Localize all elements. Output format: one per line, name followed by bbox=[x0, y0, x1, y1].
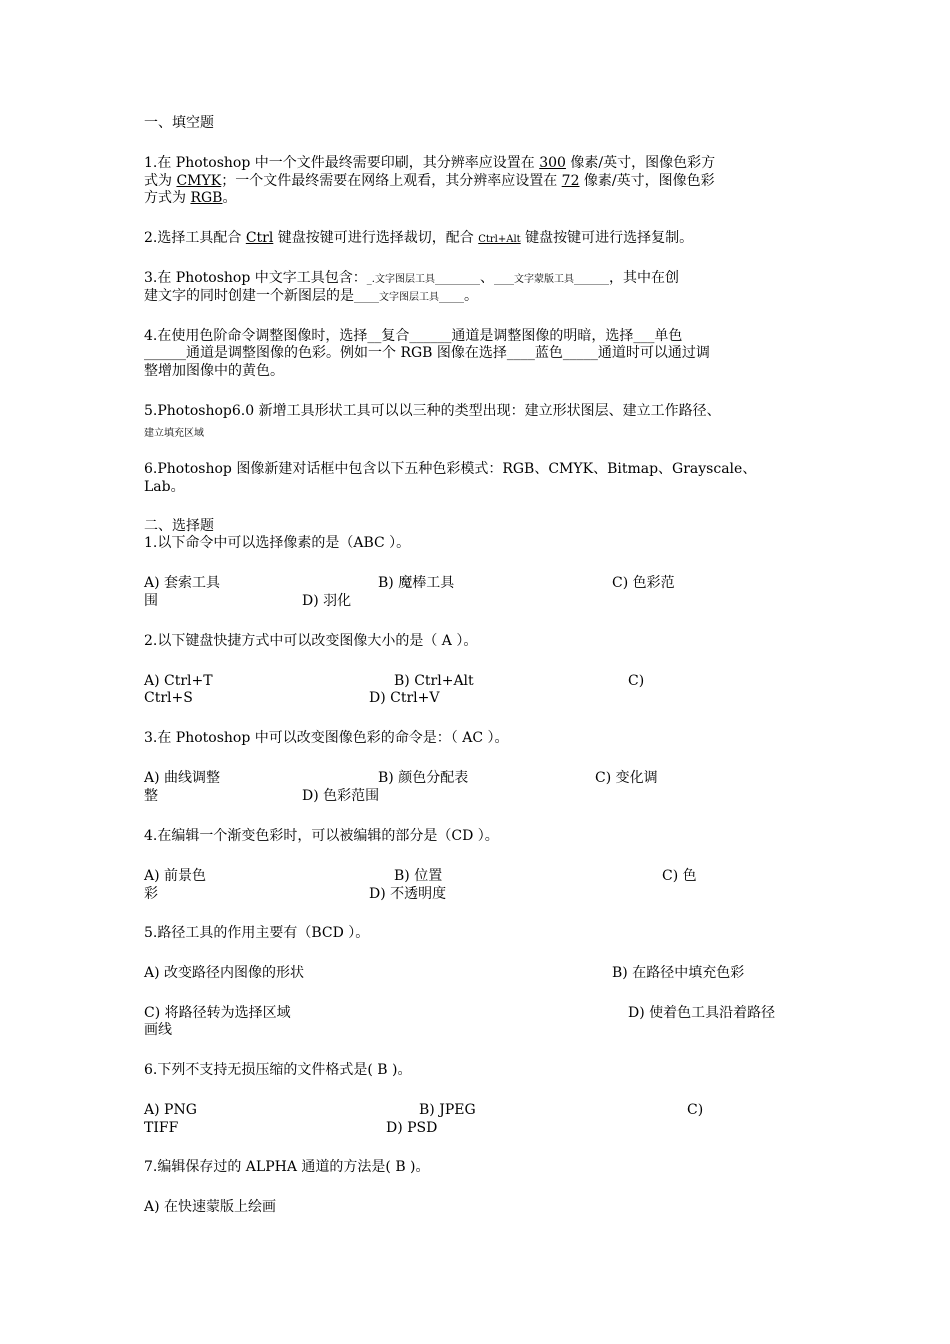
mc2-option-c-wrap: Ctrl+S bbox=[144, 690, 193, 706]
section-title-fill-in: 一、填空题 bbox=[144, 115, 214, 131]
q2-line bbox=[144, 230, 693, 248]
mc5-option-c: C) 将路径转为选择区域 bbox=[144, 1005, 291, 1021]
q1-text: 1.在 Photoshop 中一个文件最终需要印刷，其分辨率应设置在 bbox=[144, 155, 540, 171]
q1-text: 像素/英寸，图像色彩 bbox=[579, 173, 715, 189]
q3-text: 。 bbox=[464, 288, 478, 304]
mc6-option-c: C) bbox=[687, 1102, 704, 1118]
q2-text: 键盘按键可进行选择裁切，配合 bbox=[273, 230, 479, 246]
q4-answer-3: ____蓝色_____ bbox=[506, 345, 598, 361]
q1-text: 方式为 bbox=[144, 190, 191, 206]
mc5-option-d-wrap: 画线 bbox=[144, 1022, 172, 1038]
q1-answer-rgb: RGB bbox=[190, 190, 223, 206]
q1-text: 式为 bbox=[144, 173, 177, 189]
mc4-stem: 4.在编辑一个渐变色彩时，可以被编辑的部分是（CD ）。 bbox=[144, 828, 499, 844]
mc1-option-c-wrap: 围 bbox=[144, 593, 158, 609]
q3-answer-1: _.文字图层工具_________ bbox=[366, 274, 480, 285]
mc3-option-a: A) 曲线调整 bbox=[144, 770, 221, 786]
q5-line-2: 建立填充区域 bbox=[144, 428, 204, 439]
q4-line-3: 整增加图像中的黄色。 bbox=[144, 363, 284, 379]
mc4-option-b: B) 位置 bbox=[394, 868, 443, 884]
mc2-option-a: A) Ctrl+T bbox=[144, 673, 213, 689]
mc2-option-c: C) bbox=[628, 673, 645, 689]
mc2-option-b: B) Ctrl+Alt bbox=[394, 673, 474, 689]
mc4-option-d: D) 不透明度 bbox=[369, 886, 447, 902]
mc1-option-a: A) 套索工具 bbox=[144, 575, 221, 591]
q1-line-2 bbox=[144, 173, 715, 190]
q4-text: 通道是调整图像的明暗，选择 bbox=[451, 328, 634, 344]
mc1-stem: 1.以下命令中可以选择像素的是（ABC ）。 bbox=[144, 535, 411, 551]
q1-answer-72: 72 bbox=[561, 173, 580, 189]
q4-text: 通道是调整图像的色彩。例如一个 RGB 图像在选择 bbox=[186, 345, 507, 361]
mc5-option-b: B) 在路径中填充色彩 bbox=[612, 965, 745, 981]
mc6-option-a: A) PNG bbox=[144, 1102, 197, 1118]
q3-text: 3.在 Photoshop 中文字工具包含： bbox=[144, 270, 367, 286]
mc1-option-b: B) 魔棒工具 bbox=[378, 575, 455, 591]
mc3-option-c: C) 变化调 bbox=[595, 770, 658, 786]
q3-line-1 bbox=[144, 270, 679, 288]
q4-text: 通道时可以通过调 bbox=[597, 345, 710, 361]
q2-text: 键盘按键可进行选择复制。 bbox=[520, 230, 694, 246]
q3-text: 建文字的同时创建一个新图层的是 bbox=[144, 288, 354, 304]
q4-text: 4.在使用色阶命令调整图像时，选择 bbox=[144, 328, 368, 344]
mc4-option-a: A) 前景色 bbox=[144, 868, 207, 884]
q2-answer-ctrl: Ctrl bbox=[245, 230, 274, 246]
mc5-option-a: A) 改变路径内图像的形状 bbox=[144, 965, 305, 981]
mc4-option-c-wrap: 彩 bbox=[144, 886, 158, 902]
q3-line-2 bbox=[144, 288, 478, 306]
mc6-option-b: B) JPEG bbox=[419, 1102, 476, 1118]
mc6-option-c-wrap: TIFF bbox=[144, 1120, 179, 1136]
q1-text: 像素/英寸，图像色彩方 bbox=[565, 155, 716, 171]
mc3-stem: 3.在 Photoshop 中可以改变图像色彩的命令是：（ AC ）。 bbox=[144, 730, 509, 746]
section-title-multiple-choice: 二、选择题 bbox=[144, 518, 214, 534]
mc5-option-d: D) 使着色工具沿着路径 bbox=[628, 1005, 776, 1021]
mc1-option-d: D) 羽化 bbox=[302, 593, 352, 609]
q4-line-2 bbox=[144, 345, 710, 362]
q1-answer-cmyk: CMYK bbox=[176, 173, 222, 189]
q4-answer-1: __复合______ bbox=[367, 328, 452, 344]
mc6-stem: 6.下列不支持无损压缩的文件格式是( B )。 bbox=[144, 1062, 412, 1078]
q3-answer-2: ____文字蒙版工具_______ bbox=[493, 274, 609, 285]
q5-line-1: 5.Photoshop6.0 新增工具形状工具可以以三种的类型出现：建立形状图层、建立工作路径、 bbox=[144, 403, 721, 419]
mc3-option-c-wrap: 整 bbox=[144, 788, 158, 804]
mc3-option-b: B) 颜色分配表 bbox=[378, 770, 469, 786]
q1-answer-300: 300 bbox=[539, 155, 566, 171]
q3-text: ，其中在创 bbox=[608, 270, 679, 286]
q2-answer-ctrl-alt: Ctrl+Alt bbox=[478, 234, 521, 245]
q4-answer-2-tail: ______ bbox=[144, 345, 186, 361]
q1-line-3 bbox=[144, 190, 236, 207]
q1-line-1 bbox=[144, 155, 715, 172]
mc7-option-a: A) 在快速蒙版上绘画 bbox=[144, 1199, 277, 1215]
mc7-stem: 7.编辑保存过的 ALPHA 通道的方法是( B )。 bbox=[144, 1159, 430, 1175]
mc2-option-d: D) Ctrl+V bbox=[369, 690, 440, 706]
mc3-option-d: D) 色彩范围 bbox=[302, 788, 380, 804]
q2-text: 2.选择工具配合 bbox=[144, 230, 246, 246]
q3-answer-3: _____文字图层工具_____ bbox=[354, 292, 464, 303]
q6-line-2: Lab。 bbox=[144, 479, 185, 495]
mc2-stem: 2.以下键盘快捷方式中可以改变图像大小的是（ A ）。 bbox=[144, 633, 478, 649]
mc4-option-c: C) 色 bbox=[662, 868, 697, 884]
q1-text: 。 bbox=[222, 190, 237, 206]
q4-answer-2: ___单色 bbox=[633, 328, 683, 344]
q3-text: 、 bbox=[479, 270, 494, 286]
q4-line-1 bbox=[144, 328, 682, 345]
q1-text: ；一个文件最终需要在网络上观看，其分辨率应设置在 bbox=[221, 173, 562, 189]
q6-line-1: 6.Photoshop 图像新建对话框中包含以下五种色彩模式：RGB、CMYK、Bitmap、Grayscale、 bbox=[144, 461, 757, 477]
mc1-option-c: C) 色彩范 bbox=[612, 575, 675, 591]
mc6-option-d: D) PSD bbox=[386, 1120, 438, 1136]
mc5-stem: 5.路径工具的作用主要有（BCD ）。 bbox=[144, 925, 370, 941]
